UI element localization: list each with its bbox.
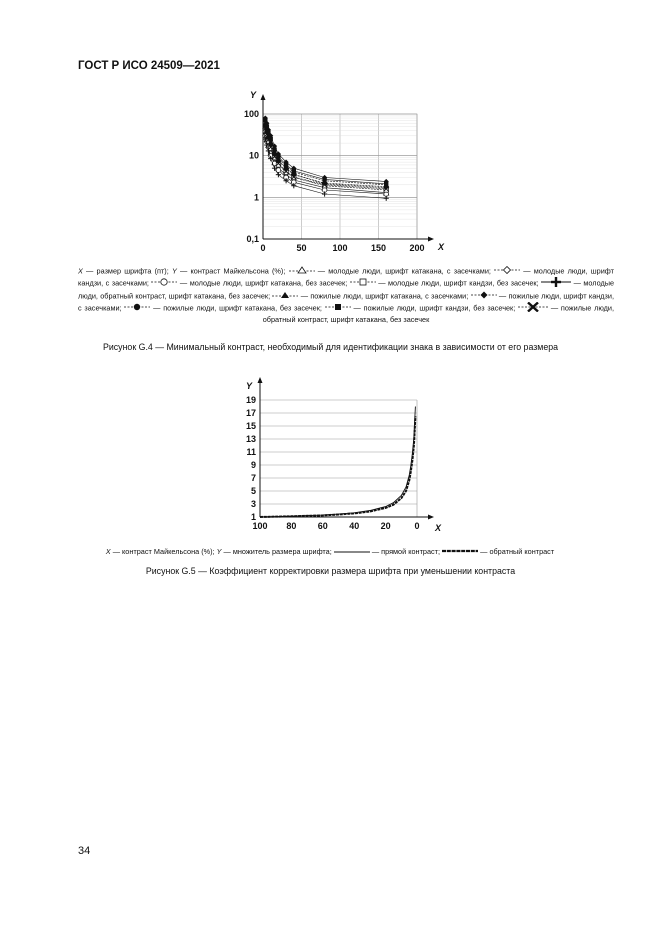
- triangle-open-marker-icon: [289, 266, 315, 277]
- series-line: [265, 118, 386, 182]
- x-tick-label: 100: [252, 521, 268, 531]
- y-axis-arrow: [258, 377, 263, 383]
- thin-line-icon: [334, 547, 370, 557]
- diamond-filled-marker-icon: [471, 291, 497, 302]
- y-tick-label: 19: [245, 395, 256, 405]
- x-tick-label: 20: [380, 521, 391, 531]
- diamond-open-marker-icon: [494, 266, 520, 277]
- legend-y-var: Y: [216, 547, 222, 556]
- chart-g5-ylabel: Y: [246, 381, 253, 391]
- square-open-marker-icon: [350, 278, 376, 289]
- legend-entry: — пожилые люди, шрифт катакана, с засечками;: [300, 291, 469, 301]
- y-tick-label: 0,1: [246, 234, 259, 244]
- legend-entry: — молодые люди, шрифт катакана, без засечек;: [179, 278, 348, 288]
- legend-entry: — молодые люди, шрифт кандзи, без засечек;: [378, 278, 539, 288]
- legend-x-var: X: [105, 547, 111, 556]
- chart-g5-axes: [258, 377, 435, 520]
- series-2-line: [260, 416, 415, 517]
- legend-y-desc: — контраст Майкельсона (%);: [176, 266, 289, 276]
- y-tick-label: 13: [245, 434, 256, 444]
- x-tick-label: 150: [370, 243, 387, 253]
- data-point: [292, 169, 296, 173]
- data-point: [322, 177, 326, 181]
- legend-y-var: Y: [171, 266, 177, 276]
- series-7: [263, 115, 389, 184]
- x-tick-label: 80: [286, 521, 297, 531]
- x-axis-arrow: [428, 237, 434, 242]
- figure-g4-legend: [78, 266, 614, 325]
- x-tick-label: 0: [414, 521, 420, 531]
- y-tick-label: 17: [245, 408, 256, 418]
- legend-entry: — прямой контраст;: [371, 547, 441, 556]
- data-point: [263, 118, 267, 122]
- circle-filled-marker-icon: [124, 303, 150, 314]
- legend-entry: — молодые люди, шрифт катакана, с засечками;: [317, 266, 491, 276]
- square-filled-marker-icon: [325, 303, 351, 314]
- series-9: [263, 118, 388, 186]
- thick-dashed-line-icon: [442, 547, 478, 557]
- x-tick-label: 0: [260, 243, 266, 253]
- y-tick-label: 10: [248, 150, 259, 161]
- series-line: [265, 121, 386, 184]
- y-tick-label: 9: [250, 460, 256, 470]
- series-1-line: [260, 407, 415, 518]
- x-tick-label: 200: [409, 243, 425, 253]
- y-tick-label: 1: [250, 512, 256, 522]
- legend-x-desc: — размер шрифта (пт);: [82, 266, 172, 276]
- y-tick-label: 11: [246, 447, 256, 457]
- chart-g4-series: [263, 115, 389, 200]
- x-tick-label: 60: [317, 521, 328, 531]
- document-header: ГОСТ Р ИСО 24509—2021: [78, 60, 220, 72]
- y-tick-label: 15: [245, 421, 256, 431]
- legend-entry: — молодые люди, шрифт кандзи, с засечками;: [78, 266, 614, 288]
- x-axis-arrow: [428, 515, 434, 520]
- chart-g5-ticks: [246, 395, 420, 531]
- chart-g4: [230, 85, 450, 260]
- figure-g4-caption: Рисунок G.4 — Минимальный контраст, необходимый для идентификации знака в зависимости от его размера: [102, 342, 558, 352]
- y-tick-label: 7: [250, 473, 256, 483]
- data-point: [384, 182, 388, 186]
- figure-g5-legend: [40, 547, 620, 557]
- x-marker-icon: [518, 302, 548, 315]
- chart-g4-ylabel: Y: [250, 90, 257, 100]
- legend-y-desc: — множитель размера шрифта;: [221, 547, 334, 556]
- series-line: [265, 123, 386, 185]
- y-tick-label: 3: [250, 499, 256, 509]
- legend-x-desc: — контраст Майкельсона (%);: [110, 547, 217, 556]
- legend-entry: — пожилые люди, шрифт кандзи, без засечек;: [353, 303, 516, 313]
- chart-g4-xlabel: X: [438, 242, 445, 252]
- chart-g5-series: [260, 407, 415, 518]
- legend-entry: — пожилые люди, шрифт кандзи, с засечками;: [78, 291, 615, 313]
- triangle-filled-marker-icon: [272, 291, 298, 302]
- data-point: [322, 191, 327, 196]
- page-number: 34: [78, 845, 91, 857]
- plus-marker-icon: [541, 277, 571, 290]
- x-tick-label: 50: [296, 243, 307, 253]
- circle-open-marker-icon: [151, 278, 177, 289]
- figure-g5-caption: Рисунок G.5 — Коэффициент корректировки размера шрифта при уменьшении контраста: [145, 566, 516, 576]
- x-tick-label: 40: [349, 521, 360, 531]
- chart-g5-xlabel: X: [435, 523, 442, 533]
- data-point: [276, 154, 280, 158]
- chart-g5: [230, 370, 460, 535]
- y-tick-label: 1: [253, 192, 259, 203]
- data-point: [284, 163, 288, 167]
- y-axis-arrow: [261, 94, 266, 100]
- y-tick-label: 100: [243, 109, 259, 119]
- x-tick-label: 100: [332, 243, 348, 253]
- chart-g5-grid: [260, 400, 417, 517]
- legend-x-var: X: [78, 266, 83, 276]
- legend-entry: — молодые люди, обратный контраст, шрифт катакана, без засечек;: [78, 278, 615, 301]
- legend-entry: — обратный контраст: [480, 547, 555, 556]
- y-tick-label: 5: [250, 486, 256, 496]
- legend-entry: — пожилые люди, обратный контраст, шрифт катакана, без засечек: [262, 303, 615, 325]
- legend-entry: — пожилые люди, шрифт катакана, без засечек;: [153, 303, 322, 313]
- data-point: [384, 196, 389, 201]
